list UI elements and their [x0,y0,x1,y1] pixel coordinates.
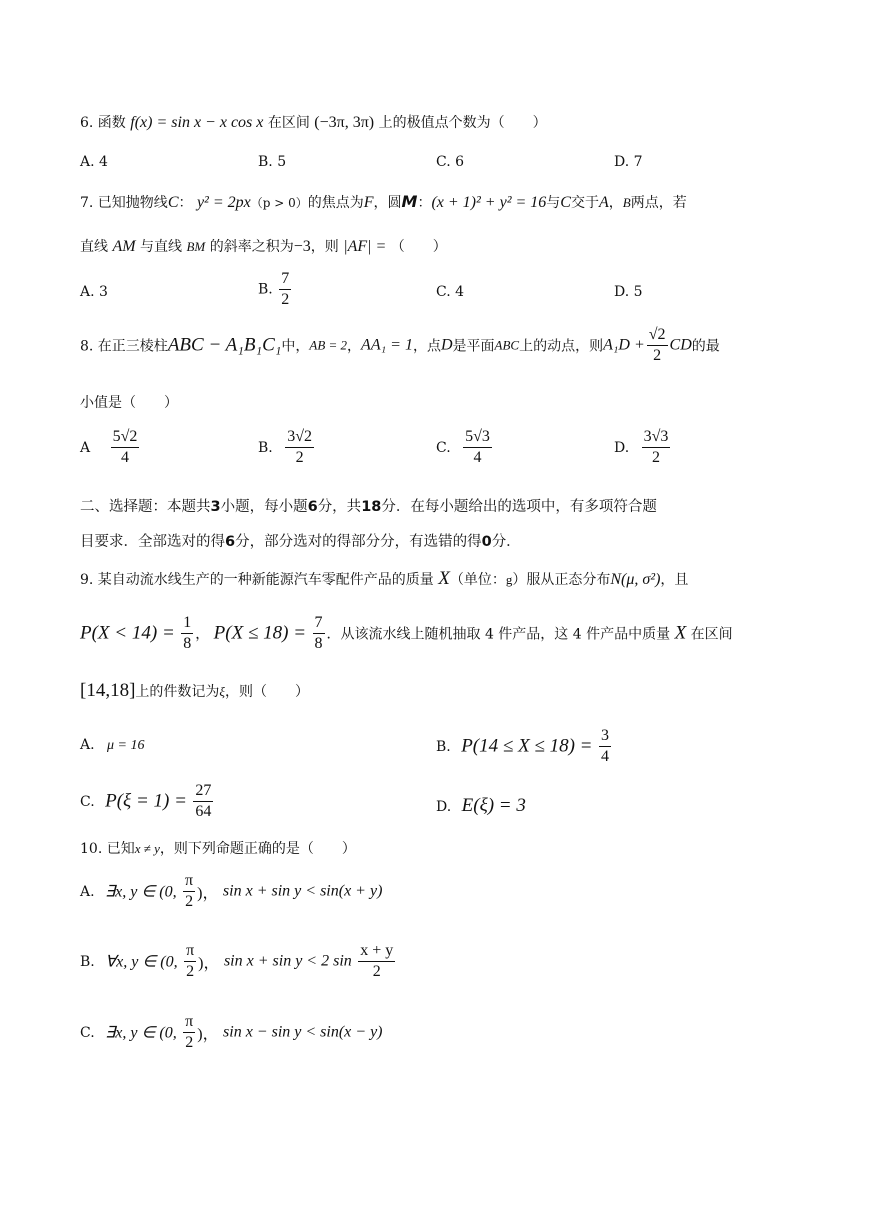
denominator: 2 [653,347,662,364]
q7-point-b: B [622,195,631,210]
section2-text: 分，部分选对的得部分分，有选错的得 [235,534,482,550]
q7-line1 [80,192,687,212]
q10-text: )， [197,885,219,902]
q8-option-c [436,428,494,467]
q6-option-b: B. 5 [258,154,287,170]
q7-text: 直线 [80,239,108,255]
option-label: B. [436,738,451,755]
q9-text: 在区间 [690,626,733,643]
q10-option-c [80,1013,383,1052]
q7-curve: C [167,194,179,211]
q6-suffix: 上的极值点个数为（ ） [378,115,547,131]
q6-option-a: A. 4 [80,154,108,170]
q7-text: （ ） [390,239,447,255]
q7-line-bm: BM [186,239,206,254]
q9-variable-x: X [674,622,687,644]
q9-option-b [436,727,613,766]
q9-option-d [436,795,526,817]
section2-line1 [80,495,657,516]
q8-option-a [80,428,141,467]
numerator: 5√3 [463,428,492,448]
q7-option-b [258,270,293,309]
q10-option-b-fraction [358,942,395,981]
denominator: 2 [186,963,195,980]
q7-line-am: AM [112,238,136,255]
q7-curve: C [560,194,571,211]
q7-option-b-fraction [279,270,291,309]
q7-option-a: A. 3 [80,284,108,300]
q6-mid: 在区间 [267,115,310,131]
section2-number: 6 [225,534,236,550]
q10-option-b-quantifier: ∀x, y ∈ (0, [105,953,178,971]
q7-text: 的斜率之积为 [209,239,294,255]
q8-ab: AB = 2 [309,337,348,353]
numerator: x + y [358,942,395,962]
numerator: 27 [193,782,213,802]
q9-option-c [80,782,215,821]
q8-option-b-fraction [285,428,314,467]
section2-number: 0 [481,534,492,550]
numerator: 3√3 [642,428,671,448]
q7-text: 两点，若 [630,195,687,211]
option-label: B. [80,953,95,970]
q7-line2 [80,236,447,256]
section2-line2 [80,530,521,551]
q7-text: 的焦点为 [307,195,364,211]
q8-option-d [614,428,672,467]
section2-number: 3 [210,499,221,515]
q9-prob1: P(X < 14) = [80,622,175,644]
q10-text: ，则下列命题正确的是（ ） [159,841,356,857]
numerator: 5√2 [111,428,140,448]
q8-aa1: AA₁ = 1 [361,336,413,354]
section2-text: 二、选择题：本题共 [80,499,211,515]
section2-text: 分．在每小题给出的选项中，有多项符合题 [381,499,657,515]
q9-line1 [80,568,688,590]
q9-distribution: N(μ, σ²) [610,571,661,588]
q8-text: ，点 [412,338,441,355]
q10-stem [80,838,356,858]
q7-option-d: D. 5 [614,284,643,300]
q9-line3 [80,680,309,702]
q9-xi: ξ [219,684,225,699]
q9-text: 9. 某自动流水线生产的一种新能源汽车零配件产品的质量 [80,572,434,588]
q8-expression-fraction [647,326,668,365]
q7-text: ，圆 [373,195,402,211]
q7-condition: （p > 0） [250,196,308,210]
q8-expression: A₁D + [603,336,645,354]
q10-option-c-quantifier: ∃x, y ∈ (0, [105,1024,177,1042]
q7-text: 7. 已知抛物线 [80,195,168,211]
denominator: 2 [295,449,304,466]
q9-option-d-expr: E(ξ) = 3 [461,795,526,816]
q8-option-b [258,428,316,467]
numerator: 1 [181,614,193,634]
q7-text: ： [417,195,432,211]
section2-text: 分，共 [317,499,362,515]
q9-prob2: P(X ≤ 18) = [213,622,307,644]
numerator: 3 [599,727,611,747]
denominator: 8 [183,635,192,652]
q6-formula: f(x) = sin x − x cos x [130,114,264,131]
q8-text: ， [347,338,362,355]
numerator: 7 [313,614,325,634]
q9-prob1-fraction [181,614,193,653]
q9-text: ，且 [660,572,689,588]
q9-option-b-expr: P(14 ≤ X ≤ 18) = [461,735,593,757]
q7-text: 与直线 [140,239,183,255]
q10-option-a-expr: sin x + sin y < sin(x + y) [222,882,383,900]
q7-text: ， [608,195,623,211]
q9-line2 [80,614,733,653]
q10-option-b-expr: sin x + sin y < 2 sin [223,952,352,970]
q10-option-a-pi-fraction [183,872,195,911]
option-label: A. [80,883,95,900]
option-label: A. [80,737,95,753]
q6-prefix: 6. 函数 [80,115,126,131]
denominator: 2 [281,291,290,308]
q8-option-a-fraction [111,428,140,467]
section2-text: 小题，每小题 [220,499,308,515]
q8-text: 的最 [691,338,720,355]
q9-text: ）服从正态分布 [512,572,611,588]
q7-text: ： [178,195,193,211]
q10-option-c-expr: sin x − sin y < sin(x − y) [223,1023,383,1041]
option-label: C. [80,793,95,810]
q9-text: ， [195,626,210,643]
section2-number: 6 [307,499,318,515]
denominator: 2 [185,893,194,910]
q9-option-c-expr: P(ξ = 1) = [105,790,187,812]
q9-text: ，则（ ） [224,684,309,700]
q8-option-c-fraction [463,428,492,467]
option-label: C. [80,1024,95,1041]
numerator: √2 [647,326,668,346]
numerator: 3√2 [285,428,314,448]
denominator: 64 [195,803,212,820]
denominator: 4 [120,449,129,466]
q7-text: 交于 [570,195,599,211]
q7-af: |AF| = [343,238,387,255]
q8-text: 上的动点，则 [519,338,604,355]
q6-interval: (−3π, 3π) [314,114,375,131]
q7-option-b-label: B. [258,281,273,298]
q9-text: ．从该流水线上随机抽取 4 件产品，这 4 件产品中质量 [326,626,671,643]
q8-text: 是平面 [452,338,495,355]
numerator: π [183,1013,195,1033]
q7-circle-eq: (x + 1)² + y² = 16 [431,194,547,211]
q10-option-b [80,942,397,981]
numerator: 7 [279,270,291,290]
option-label: D. [436,799,452,815]
q8-text: 8. 在正三棱柱 [80,338,168,355]
q8-line2: 小值是（ ） [80,395,178,411]
denominator: 4 [600,748,609,765]
section2-number: 18 [361,499,382,515]
q8-cd: CD [669,336,692,354]
q10-condition: x ≠ y [134,841,160,856]
q10-text: 10. 已知 [80,841,135,857]
q7-focus: F [363,194,374,211]
q10-text: )， [198,955,220,972]
denominator: 2 [372,963,381,980]
q7-option-c: C. 4 [436,284,465,300]
q10-option-b-pi-fraction [184,942,196,981]
q6-option-c: C. 6 [436,154,465,170]
section2-text: 目要求．全部选对的得 [80,534,225,550]
q9-interval: [14,18] [80,680,136,701]
q8-line1 [80,326,720,365]
q7-text: 与 [546,195,561,211]
q9-text: （单位： [449,572,506,588]
q9-option-a-expr: μ = 16 [107,738,145,753]
q8-point-d: D [440,336,453,354]
option-label: D. [614,439,630,456]
option-label: A [80,439,91,456]
q7-value: −3 [293,238,311,255]
q9-text: 上的件数记为 [135,684,220,700]
option-label: C. [436,439,451,456]
q10-option-a [80,872,382,911]
option-label: B. [258,439,273,456]
denominator: 4 [473,449,482,466]
denominator: 8 [314,635,323,652]
q7-text: ，则 [310,239,339,255]
q9-option-a [80,737,145,754]
numerator: π [183,872,195,892]
q7-point-a: A [598,194,609,211]
q6-option-d: D. 7 [614,154,643,170]
q7-circle: M [401,192,418,211]
numerator: π [184,942,196,962]
q10-option-a-quantifier: ∃x, y ∈ (0, [105,883,177,901]
q9-prob2-fraction [313,614,325,653]
denominator: 2 [652,449,661,466]
q8-text: 中， [281,338,310,355]
q9-option-c-fraction [193,782,213,821]
q9-variable-x: X [438,568,450,589]
q8-plane: ABC [494,337,520,353]
q6-stem [80,112,547,132]
q8-prism: ABC − A₁B₁C₁ [167,334,282,356]
denominator: 2 [185,1034,194,1051]
q9-unit: g [505,572,513,587]
q10-text: )， [197,1026,219,1043]
section2-text: 分． [491,534,521,550]
q8-option-d-fraction [642,428,671,467]
q10-option-c-pi-fraction [183,1013,195,1052]
q7-parabola-eq: y² = 2px [196,194,251,211]
q9-option-b-fraction [599,727,611,766]
